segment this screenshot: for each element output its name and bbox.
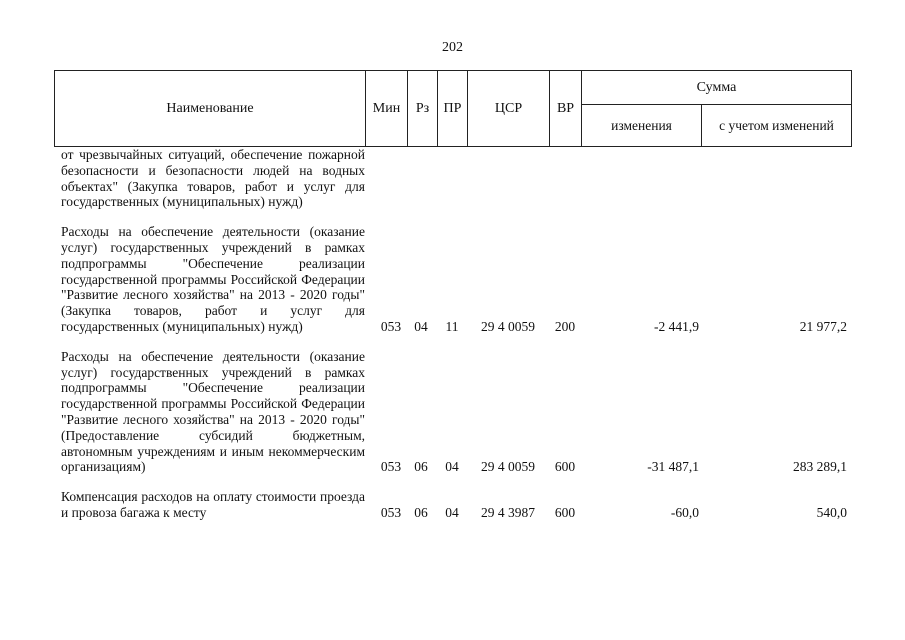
row-min: 053 bbox=[380, 504, 402, 520]
row-name: Компенсация расходов на оплату стоимости проезда и провоза багажа к месту bbox=[61, 489, 365, 520]
row-name: Расходы на обеспечение деятельности (оказание услуг) государственных учреждений в рамках подпрограммы "Обеспечение реализации государственной программы Российской Федерации "Развитие лесного хозяйства" на 2013 - 2020 годы" (Предоставление субсидий бюджетным, автономным учреждениям и иным некоммерческим организациям) bbox=[61, 348, 365, 475]
page-number: 202 bbox=[442, 40, 463, 55]
row-vr: 600 bbox=[554, 459, 576, 475]
row-csr: 29 4 0059 bbox=[481, 318, 535, 334]
header-sum: Сумма bbox=[582, 71, 852, 105]
row-min: 053 bbox=[380, 459, 402, 475]
row-change: -2 441,9 bbox=[654, 318, 699, 334]
table-row bbox=[54, 489, 852, 521]
row-rz: 06 bbox=[414, 459, 428, 475]
table-body bbox=[54, 147, 852, 521]
row-min: 053 bbox=[380, 318, 402, 334]
row-change: -31 487,1 bbox=[647, 459, 699, 475]
row-total: 21 977,2 bbox=[799, 318, 847, 334]
table-row bbox=[54, 147, 852, 210]
row-change: -60,0 bbox=[670, 504, 699, 520]
header-pr: ПР bbox=[438, 71, 468, 147]
row-pr: 04 bbox=[445, 504, 459, 520]
table-header bbox=[54, 70, 852, 147]
header-rz: Рз bbox=[408, 71, 438, 147]
header-with-change: с учетом изменений bbox=[702, 105, 852, 147]
row-total: 540,0 bbox=[816, 504, 847, 520]
table-row bbox=[54, 349, 852, 475]
row-csr: 29 4 0059 bbox=[481, 459, 535, 475]
header-vr: ВР bbox=[550, 71, 582, 147]
row-total: 283 289,1 bbox=[793, 459, 847, 475]
row-rz: 06 bbox=[414, 504, 428, 520]
row-name: Расходы на обеспечение деятельности (оказание услуг) государственных учреждений в рамках подпрограммы "Обеспечение реализации государственной программы Российской Федерации "Развитие лесного хозяйства" на 2013 - 2020 годы" (Закупка товаров, работ и услуг для государственных (муниципальных) нужд) bbox=[61, 224, 365, 334]
row-pr: 11 bbox=[445, 318, 459, 334]
row-rz: 04 bbox=[414, 318, 428, 334]
row-vr: 600 bbox=[554, 504, 576, 520]
header-name: Наименование bbox=[55, 71, 366, 147]
row-name: от чрезвычайных ситуаций, обеспечение пожарной безопасности и безопасности людей на водных объектах" (Закупка товаров, работ и услуг для государственных (муниципальных) нужд) bbox=[61, 147, 365, 210]
row-vr: 200 bbox=[554, 318, 576, 334]
row-csr: 29 4 3987 bbox=[481, 504, 535, 520]
table-row bbox=[54, 224, 852, 335]
header-change: изменения bbox=[582, 105, 702, 147]
header-csr: ЦСР bbox=[468, 71, 550, 147]
row-pr: 04 bbox=[445, 459, 459, 475]
header-min: Мин bbox=[366, 71, 408, 147]
